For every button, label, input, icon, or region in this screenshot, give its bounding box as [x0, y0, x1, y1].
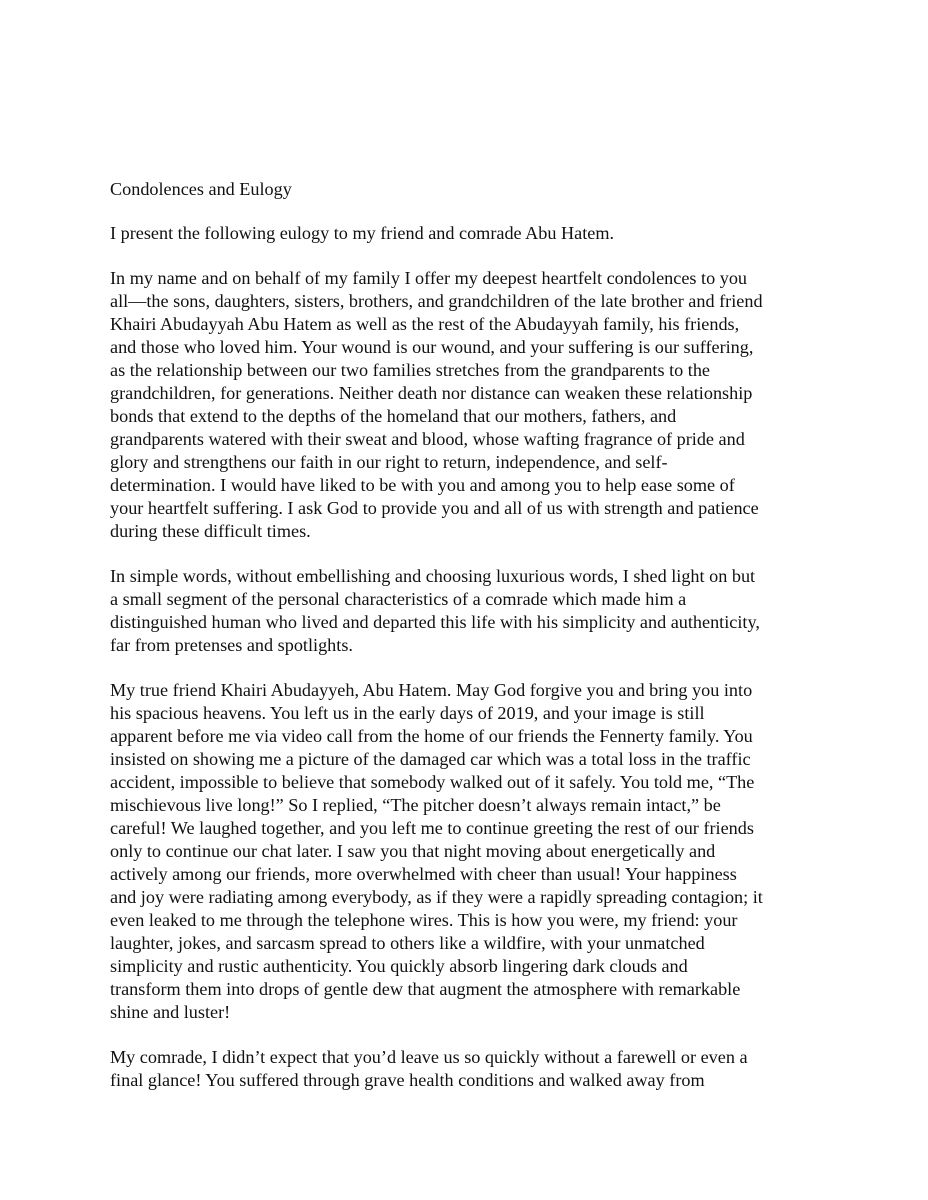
text-line: only to continue our chat later. I saw you that night moving about energetically and — [110, 841, 716, 861]
text-line: mischievous live long!” So I replied, “The pitcher doesn’t always remain intact,” be — [110, 795, 721, 815]
paragraph-memories — [110, 679, 830, 1024]
paragraph-intro — [110, 222, 830, 245]
text-line: bonds that extend to the depths of the homeland that our mothers, fathers, and — [110, 406, 677, 426]
document-title: Condolences and Eulogy — [110, 179, 292, 199]
text-line: and those who loved him. Your wound is our wound, and your suffering is our suffering, — [110, 337, 754, 357]
text-line: and joy were radiating among everybody, as if they were a rapidly spreading contagion; it — [110, 887, 763, 907]
text-line: even leaked to me through the telephone wires. This is how you were, my friend: your — [110, 910, 738, 930]
text-line: far from pretenses and spotlights. — [110, 635, 353, 655]
text-line: determination. I would have liked to be with you and among you to help ease some of — [110, 475, 735, 495]
text-line: My true friend Khairi Abudayyeh, Abu Hatem. May God forgive you and bring you into — [110, 680, 753, 700]
paragraph-farewell — [110, 1046, 830, 1092]
text-line: shine and luster! — [110, 1002, 231, 1022]
text-line: your heartfelt suffering. I ask God to provide you and all of us with strength and patience — [110, 498, 759, 518]
text-line: accident, impossible to believe that somebody walked out of it safely. You told me, “The — [110, 772, 755, 792]
text-line: laughter, jokes, and sarcasm spread to others like a wildfire, with your unmatched — [110, 933, 705, 953]
text-line: distinguished human who lived and departed this life with his simplicity and authenticity, — [110, 612, 760, 632]
text-line: simplicity and rustic authenticity. You quickly absorb lingering dark clouds and — [110, 956, 688, 976]
text-line: his spacious heavens. You left us in the early days of 2019, and your image is still — [110, 703, 705, 723]
text-line: careful! We laughed together, and you left me to continue greeting the rest of our friends — [110, 818, 754, 838]
paragraph-condolences — [110, 267, 830, 543]
text-line: all—the sons, daughters, sisters, brothers, and grandchildren of the late brother and friend — [110, 291, 763, 311]
text-line: insisted on showing me a picture of the damaged car which was a total loss in the traffic — [110, 749, 751, 769]
text-line: I present the following eulogy to my friend and comrade Abu Hatem. — [110, 223, 615, 243]
document-body — [110, 178, 830, 1114]
text-line: In simple words, without embellishing and choosing luxurious words, I shed light on but — [110, 566, 756, 586]
text-line: actively among our friends, more overwhelmed with cheer than usual! Your happiness — [110, 864, 737, 884]
text-line: glory and strengthens our faith in our right to return, independence, and self- — [110, 452, 668, 472]
text-line: grandchildren, for generations. Neither death nor distance can weaken these relationship — [110, 383, 753, 403]
text-line: My comrade, I didn’t expect that you’d leave us so quickly without a farewell or even a — [110, 1047, 748, 1067]
text-line: final glance! You suffered through grave health conditions and walked away from — [110, 1070, 705, 1090]
text-line: transform them into drops of gentle dew that augment the atmosphere with remarkable — [110, 979, 741, 999]
text-line: a small segment of the personal characteristics of a comrade which made him a — [110, 589, 687, 609]
text-line: Khairi Abudayyah Abu Hatem as well as the rest of the Abudayyah family, his friends, — [110, 314, 740, 334]
text-line: during these difficult times. — [110, 521, 311, 541]
text-line: grandparents watered with their sweat and blood, whose wafting fragrance of pride and — [110, 429, 745, 449]
text-line: In my name and on behalf of my family I offer my deepest heartfelt condolences to you — [110, 268, 748, 288]
text-line: apparent before me via video call from the home of our friends the Fennerty family. You — [110, 726, 753, 746]
text-line: as the relationship between our two families stretches from the grandparents to the — [110, 360, 711, 380]
paragraph-characteristics — [110, 565, 830, 657]
